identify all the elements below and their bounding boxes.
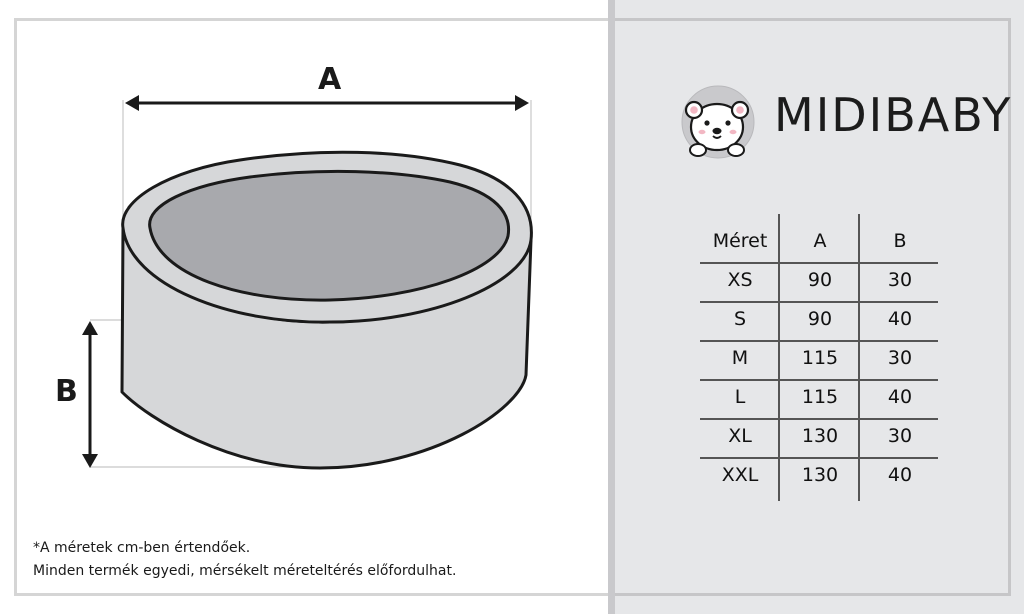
table-cell: 30 [887, 347, 913, 369]
table-cell: 90 [807, 308, 833, 330]
dimension-b-label: B [55, 374, 78, 409]
table-cell: XS [727, 269, 753, 291]
table-cell: 30 [887, 425, 913, 447]
table-header-cell: A [813, 230, 827, 252]
table-cell: 130 [801, 425, 839, 447]
table-cell: XL [728, 425, 752, 447]
table-row-separator [700, 301, 938, 303]
table-row-separator [700, 379, 938, 381]
table-row-separator [700, 457, 938, 459]
table-cell: 90 [807, 269, 833, 291]
table-cell: 130 [801, 464, 839, 486]
table-header-cell: Méret [712, 230, 768, 252]
bear-logo-icon [676, 82, 760, 162]
dimension-b-arrow [82, 321, 98, 468]
table-cell: 40 [887, 386, 913, 408]
table-cell: S [733, 308, 747, 330]
table-cell: 40 [887, 308, 913, 330]
footnote-disclaimer: Minden termék egyedi, mérsékelt méreteltérés előfordulhat. [33, 563, 457, 579]
table-column-separator [778, 214, 780, 501]
table-row-separator [700, 418, 938, 420]
dimension-a-label: A [318, 62, 342, 97]
table-row-separator [700, 262, 938, 264]
table-cell: 115 [801, 386, 839, 408]
table-cell: 115 [801, 347, 839, 369]
dimension-a-arrow [125, 95, 529, 111]
table-header-cell: B [893, 230, 907, 252]
table-row-separator [700, 340, 938, 342]
brand-name: MIDIBABY [774, 88, 1013, 142]
table-column-separator [858, 214, 860, 501]
table-cell: L [734, 386, 746, 408]
table-cell: M [731, 347, 749, 369]
table-cell: XXL [721, 464, 759, 486]
table-cell: 40 [887, 464, 913, 486]
size-table [700, 222, 940, 512]
footnote-units: *A méretek cm-ben értendőek. [33, 540, 251, 556]
table-cell: 30 [887, 269, 913, 291]
